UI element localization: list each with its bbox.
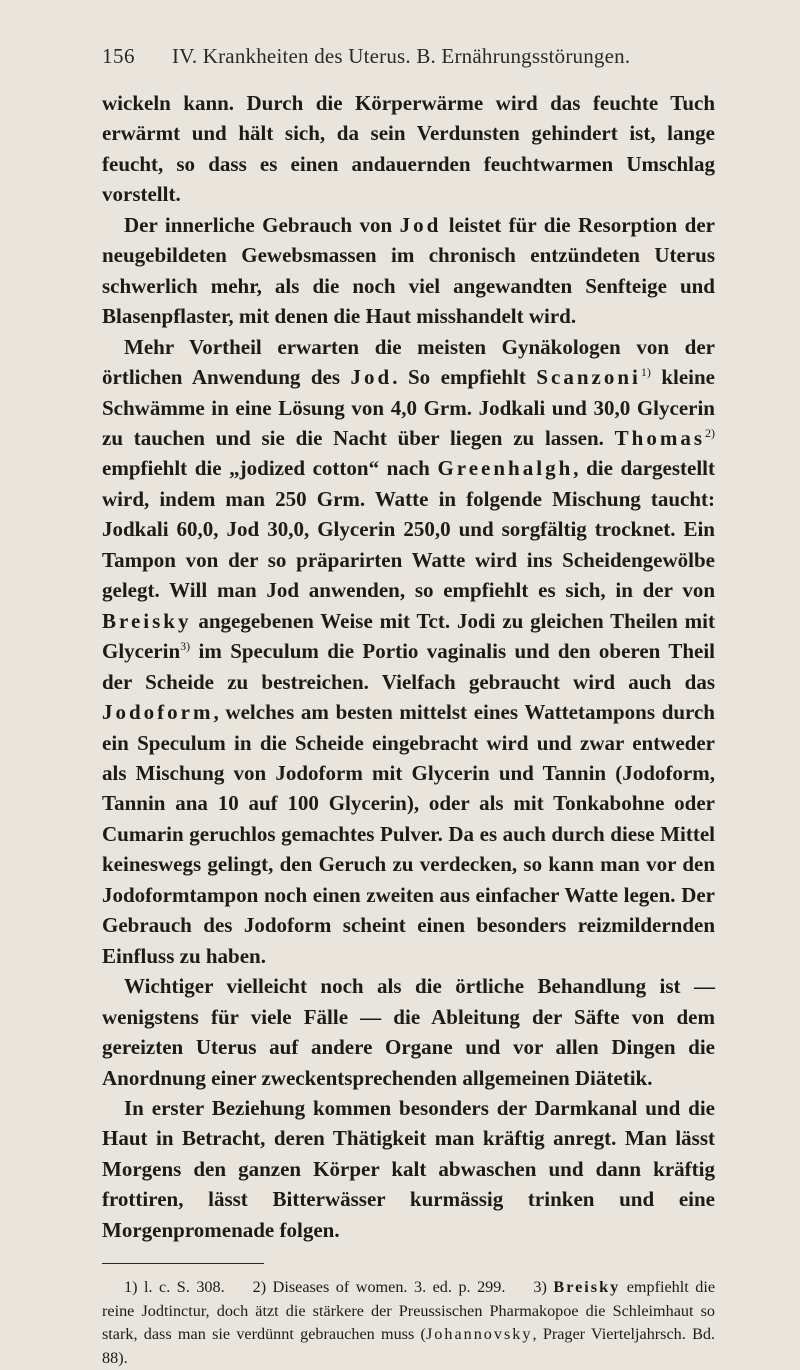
author-scanzoni: Scanzoni — [536, 365, 641, 390]
footnote-divider — [102, 1263, 264, 1264]
p3-text-c: kleine Schwämme in eine Lösung von 4,0 Grm. Jodkali und 30,0 Glycerin zu tauchen und sie die Nacht über liegen zu lassen. — [102, 365, 715, 450]
term-jod: Jod — [350, 365, 393, 390]
footnote-3-author-johannovsky: Johannovsky — [425, 1325, 533, 1344]
p3-text-d: empfiehlt die „jodized cotton“ nach — [102, 456, 438, 481]
footnote-block — [102, 1276, 715, 1370]
body-text — [102, 88, 715, 1245]
p2-text-a: Der innerliche Gebrauch von — [124, 212, 400, 237]
p3-text-h: , welches am besten mittelst eines Wattetampons durch ein Speculum in die Scheide eingebracht wird und zwar entweder als Mischung von Jodoform mit Glycerin und Tannin (Jodoform, Tannin ana 10 auf 100 Glycerin), oder als mit Tonkabohne oder Cumarin geruchlos gemachtes Pulver. Da es auch durch diese Mittel keineswegs gelingt, den Geruch zu verdecken, so kann man vor den Jodoformtampon noch einen zweiten aus einfacher Watte legen. Der Gebrauch des Jodoform scheint einen besonders reizmildernden Einfluss zu haben. — [102, 700, 715, 968]
footnote-3-number: 3) — [533, 1278, 554, 1297]
p3-text-f: angegebenen Weise mit Tct. Jodi zu gleichen Theilen mit Glycerin — [102, 608, 715, 664]
p2-text-b: leistet für die Resorption der neugebildeten Gewebsmassen im chronisch entzündeten Uterus schwerlich mehr, als die noch viel angewandten Senfteige und Blasenpflaster, mit denen die Haut misshandelt wird. — [102, 212, 716, 329]
p3-text-e: , die dargestellt wird, indem man 250 Grm. Watte in folgende Mischung taucht: Jodkali 60,0, Jod 30,0, Glycerin 250,0 und sorgfältig trocknet. Ein Tampon von der so präparirten Watte wird ins Scheidengewölbe gelegt. Will man Jod anwenden, so empfiehlt es sich, in der von — [102, 456, 715, 603]
paragraph-4: Wichtiger vielleicht noch als die örtliche Behandlung ist — wenigstens für viele Fälle — die Ableitung der Säfte von dem gereizten Uterus auf andere Organe und vor allen Dingen die Anordnung einer zweckentsprechenden allgemeinen Diätetik. — [102, 974, 715, 1090]
footnote-1: 1) l. c. S. 308. — [124, 1278, 225, 1297]
author-breisky: Breisky — [102, 608, 192, 633]
running-title: IV. Krankheiten des Uterus. B. Ernährungsstörungen. — [172, 44, 631, 68]
term-jodoform: Jodoform — [102, 700, 214, 725]
p3-text-b: . So empfiehlt — [392, 365, 537, 390]
footnote-3-text-b: , Prager Vierteljahrsch. Bd. 88). — [102, 1325, 716, 1367]
paragraph-1: wickeln kann. Durch die Körperwärme wird das feuchte Tuch erwärmt und hält sich, da sein Verdunsten gehindert ist, lange feucht, so dass es einen andauernden feuchtwarmen Umschlag vorstellt. — [102, 91, 715, 207]
page-number: 156 — [102, 44, 135, 68]
p3-text-a: Mehr Vortheil erwarten die meisten Gynäkologen von der örtlichen Anwendung des — [102, 334, 715, 390]
paragraph-2 — [102, 210, 715, 332]
running-head — [102, 44, 715, 76]
term-jod: Jod — [399, 212, 442, 237]
footnote-ref-2[interactable]: 2) — [705, 425, 715, 440]
paragraph-3 — [102, 332, 715, 972]
footnote-ref-3[interactable]: 3) — [180, 639, 191, 654]
p3-text-g: im Speculum die Portio vaginalis und den oberen Theil der Scheide zu bestreichen. Vielfach gebraucht wird auch das — [102, 639, 715, 694]
paragraph-5: In erster Beziehung kommen besonders der Darmkanal und die Haut in Betracht, deren Thätigkeit man kräftig anregt. Man lässt Morgens den ganzen Körper kalt abwaschen und dann kräftig frottiren, lässt Bitterwässer kurmässig trinken und eine Morgenpromenade folgen. — [102, 1095, 715, 1242]
author-greenhalgh: Greenhalgh — [437, 456, 574, 481]
footnote-ref-1[interactable]: 1) — [640, 365, 651, 380]
footnote-3-text-a: empfiehlt die reine Jodtinctur, doch ätzt die stärkere der Preussischen Pharmakopoe die Schleimhaut so stark, dass man sie verdünnt gebrauchen muss ( — [102, 1278, 716, 1344]
footnotes — [102, 1276, 715, 1370]
author-thomas: Thomas — [614, 425, 705, 450]
footnote-2: 2) Diseases of women. 3. ed. p. 299. — [252, 1278, 506, 1297]
footnote-3-author-breisky: Breisky — [553, 1278, 621, 1297]
